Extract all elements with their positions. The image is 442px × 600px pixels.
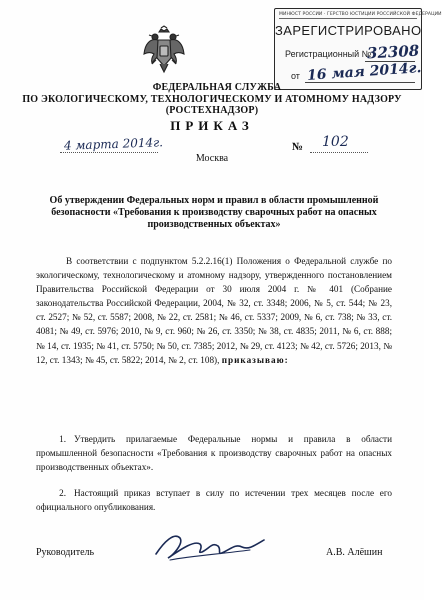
stamp-reg-label: Регистрационный № xyxy=(285,49,372,59)
signatory-role: Руководитель xyxy=(36,547,95,558)
agency-line-2: ПО ЭКОЛОГИЧЕСКОМУ, ТЕХНОЛОГИЧЕСКОМУ И АТОМНОМУ НАДЗОРУ xyxy=(22,93,402,105)
stamp-from-label: от xyxy=(291,71,300,81)
signatory-name: А.В. Алёшин xyxy=(326,547,383,558)
order-word: приказываю: xyxy=(221,354,289,365)
number-sign: № xyxy=(292,141,304,153)
agency-line-3: (РОСТЕХНАДЗОР) xyxy=(165,105,259,116)
coat-of-arms-emblem xyxy=(142,26,186,74)
handwritten-date: 4 марта 2014г. xyxy=(63,135,164,153)
doc-type-heading: ПРИКАЗ xyxy=(170,118,254,133)
item-1-text: Утвердить прилагаемые Федеральные нормы и правила в области промышленной безопасности «Требования к производству сварочных работ на опасных производственных объектах». xyxy=(36,434,392,473)
agency-line-1: ФЕДЕРАЛЬНАЯ СЛУЖБА xyxy=(152,82,282,93)
handwritten-signature xyxy=(150,520,270,570)
item-2-number: 2. xyxy=(59,488,66,498)
stamp-reg-date: 16 мая 2014г. xyxy=(306,60,422,84)
title-line-1: Об утверждении Федеральных норм и правил в области промышленной xyxy=(49,195,379,206)
stamp-title: ЗАРЕГИСТРИРОВАНО xyxy=(275,23,422,38)
number-underline xyxy=(310,152,368,153)
handwritten-number: 102 xyxy=(322,134,349,150)
document-title xyxy=(36,195,392,231)
item-1-number: 1. xyxy=(59,434,66,444)
order-item-2 xyxy=(36,486,392,514)
registration-stamp xyxy=(274,8,442,90)
preamble-text: В соответствии с подпунктом 5.2.2.16(1) Положения о Федеральной службе по экологическому, технологическому и атомному надзору, утвержденного постановлением Правительства Российской Федерации от 30 июля 2004 г. № 401 (Собрание законодательства Российской Федерации, 2004, № 32, ст. 3348; 2006, № 5, ст. 544; № 23, ст. 2527; № 52, ст. 5587; 2008, № 22, ст. 2581; № 46, ст. 5337; 2009, № 6, ст. 738; № 33, ст. 4081; № 49, ст. 5976; 2010, № 9, ст. 960; № 26, ст. 3350; № 38, ст. 4835; 2011, № 6, ст. 888; № 14, ст. 1935; № 41, ст. 5750; № 50, ст. 7385; 2012, № 29, ст. 4123; № 42, ст. 5726; 2013, № 12, ст. 1343; № 45, ст. 5822; 2014, № 2, ст. 108), xyxy=(36,256,392,365)
item-2-text: Настоящий приказ вступает в силу по истечении трех месяцев после его официального опубликования. xyxy=(36,488,392,513)
city: Москва xyxy=(195,153,229,164)
stamp-header: МИНЮСТ РОССИИ · ГЕРСТВО ЮСТИЦИИ РОССИЙСКОЙ ФЕДЕРАЦИИ xyxy=(279,12,442,17)
preamble-paragraph xyxy=(36,254,392,367)
stamp-reg-number: 32308 xyxy=(366,41,420,63)
title-line-3: производственных объектах» xyxy=(147,219,281,230)
order-item-1 xyxy=(36,432,392,474)
agency-header xyxy=(0,82,424,117)
title-line-2: безопасности «Требования к производству сварочных работ на опасных xyxy=(51,207,377,218)
